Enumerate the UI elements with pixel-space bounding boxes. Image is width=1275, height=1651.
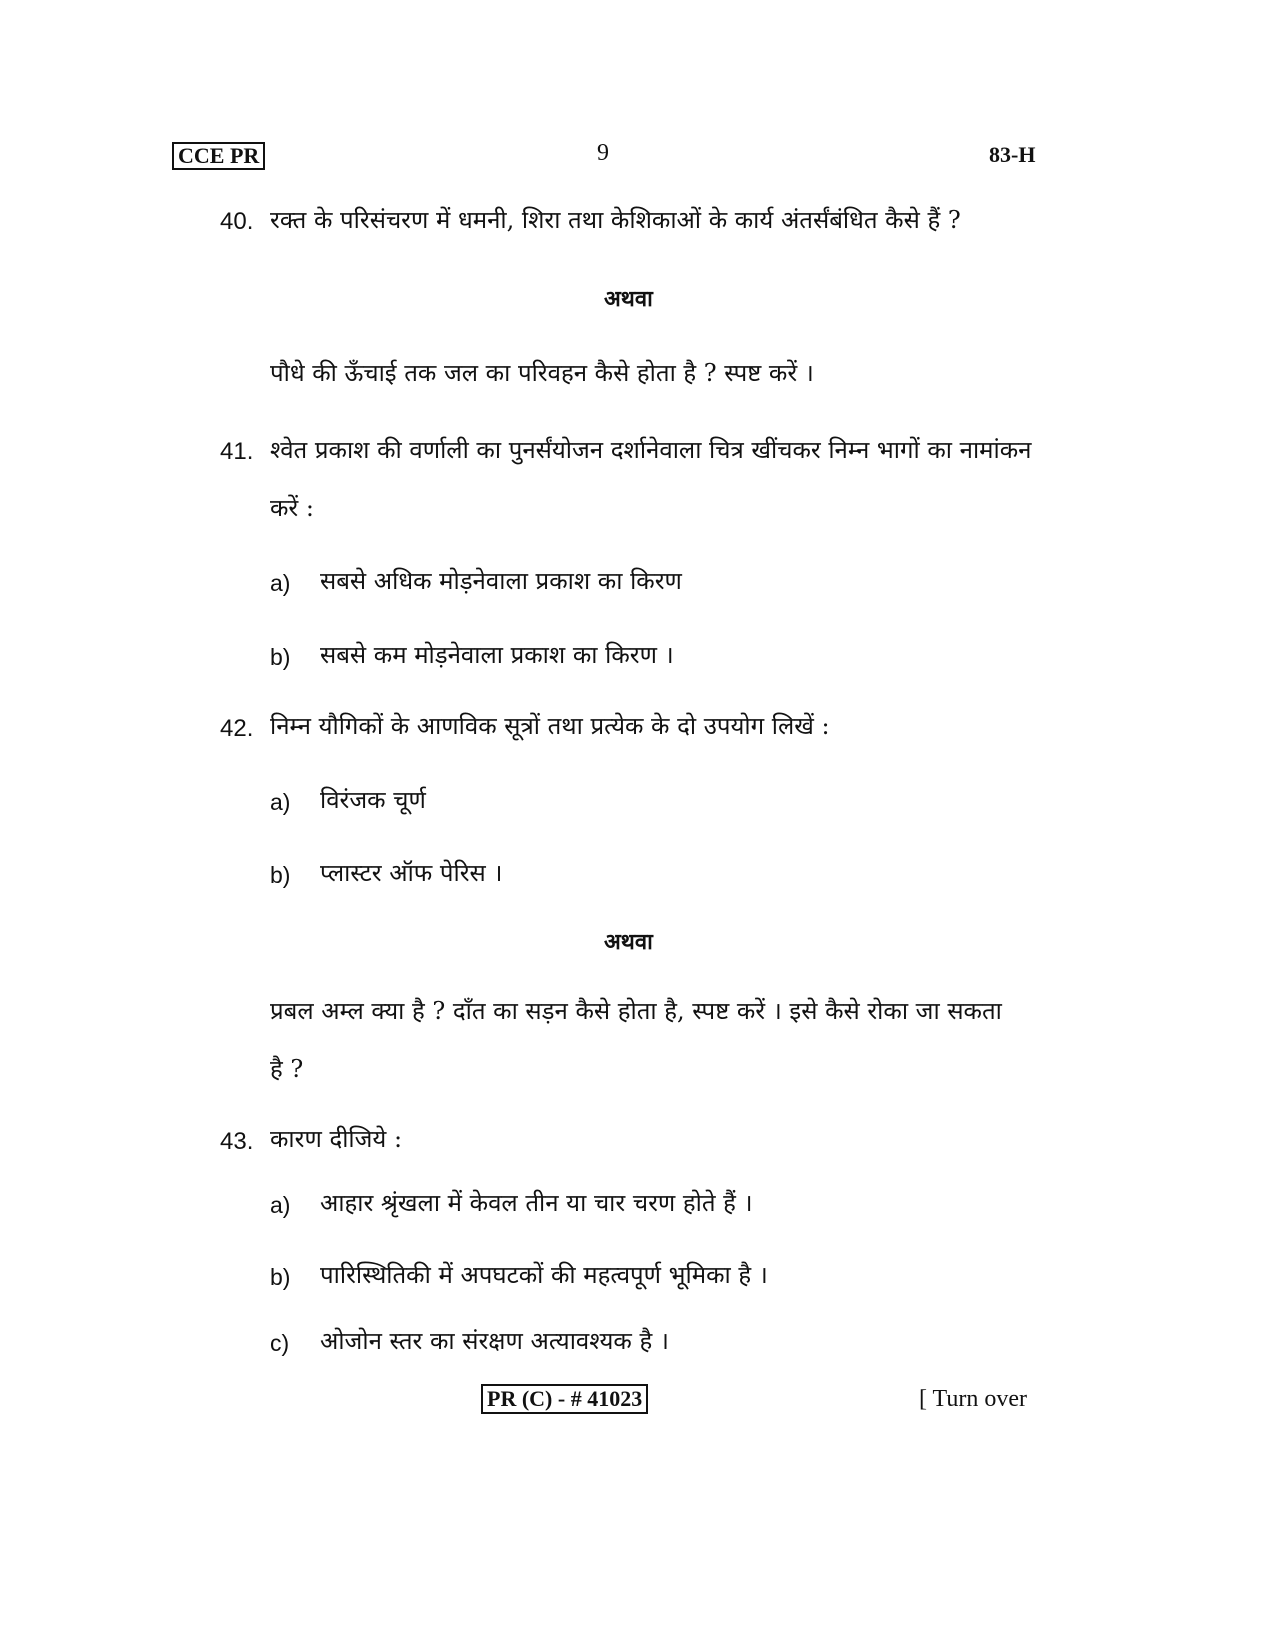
question-42-b-label: b) (270, 862, 291, 888)
question-42-b-text: प्लास्टर ऑफ पेरिस । (320, 859, 503, 887)
question-41-text-line1 (270, 435, 1040, 465)
question-40-alternative-text: पौधे की ऊँचाई तक जल का परिवहन कैसे होता है ? स्पष्ट करें । (270, 359, 814, 387)
turn-over-note: [ Turn over (919, 1386, 1028, 1412)
question-42-a-text: विरंजक चूर्ण (320, 786, 426, 814)
question-41-a-text: सबसे अधिक मोड़नेवाला प्रकाश का किरण (320, 567, 682, 595)
question-41-b-text: सबसे कम मोड़नेवाला प्रकाश का किरण । (320, 641, 674, 669)
header-left-code: CCE PR (172, 142, 265, 170)
question-43-text: कारण दीजिये : (270, 1125, 403, 1153)
page-number: 9 (597, 140, 609, 166)
question-41-text-line1-content: श्वेत प्रकाश की वर्णाली का पुनर्संयोजन दर्शानेवाला चित्र खींचकर निम्न भागों का नामांकन (270, 436, 1032, 464)
question-41-b-label: b) (270, 644, 291, 670)
question-43-b-label: b) (270, 1264, 291, 1290)
or-label-42: अथवा (604, 929, 653, 955)
question-43-c-text: ओजोन स्तर का संरक्षण अत्यावश्यक है । (320, 1327, 669, 1355)
header-right-code: 83-H (989, 142, 1036, 167)
question-43-c-label: c) (270, 1330, 290, 1356)
or-label-40: अथवा (604, 286, 653, 312)
question-42-alternative-line1 (270, 996, 1040, 1026)
question-43-a-text: आहार श्रृंखला में केवल तीन या चार चरण होते हैं । (320, 1189, 753, 1217)
question-42-text: निम्न यौगिकों के आणविक सूत्रों तथा प्रत्येक के दो उपयोग लिखें : (270, 712, 830, 740)
question-42-alternative-line1-content: प्रबल अम्ल क्या है ? दाँत का सड़न कैसे होता है, स्पष्ट करें । इसे कैसे रोका जा सकता (270, 997, 1002, 1025)
question-42-alternative-line2: है ? (270, 1055, 304, 1083)
question-number-41: 41. (220, 438, 254, 465)
question-41-text-line2: करें : (270, 494, 314, 522)
question-42-a-label: a) (270, 789, 291, 815)
question-43-b-text: पारिस्थितिकी में अपघटकों की महत्वपूर्ण भूमिका है । (320, 1261, 768, 1289)
question-number-40: 40. (220, 208, 254, 235)
question-number-43: 43. (220, 1128, 254, 1155)
question-number-42: 42. (220, 715, 254, 742)
question-40-text: रक्त के परिसंचरण में धमनी, शिरा तथा केशिकाओं के कार्य अंतर्संबंधित कैसे हैं ? (270, 206, 961, 234)
footer-paper-code: PR (C) - # 41023 (481, 1384, 648, 1414)
question-43-a-label: a) (270, 1192, 291, 1218)
question-41-a-label: a) (270, 570, 291, 596)
